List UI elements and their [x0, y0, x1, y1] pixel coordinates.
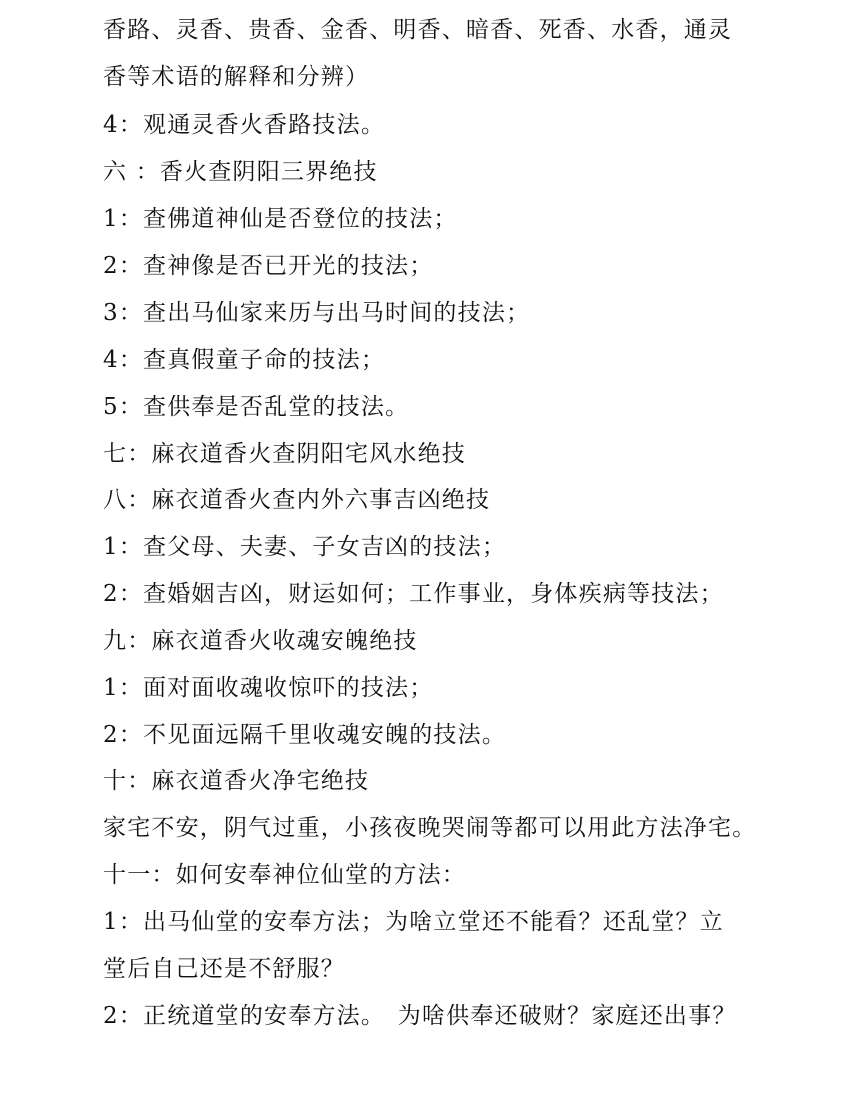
text-line: 4：查真假童子命的技法；: [103, 347, 386, 373]
text-line: 4：观通灵香火香路技法。: [103, 112, 386, 138]
text-line: 堂后自己还是不舒服？: [103, 956, 345, 982]
section-heading: 十一：如何安奉神位仙堂的方法：: [103, 862, 466, 888]
section-heading: 九：麻衣道香火收魂安魄绝技: [103, 628, 418, 654]
text-line: 2：正统道堂的安奉方法。 为啥供奉还破财？家庭还出事？: [103, 1003, 737, 1029]
text-line: 2：查神像是否已开光的技法；: [103, 253, 434, 279]
text-line: 1：查父母、夫妻、子女吉凶的技法；: [103, 534, 507, 560]
text-line: 香路、灵香、贵香、金香、明香、暗香、死香、水香，通灵: [103, 17, 733, 43]
text-line: 家宅不安，阴气过重，小孩夜晚哭闹等都可以用此方法净宅。: [103, 815, 757, 841]
text-line: 2：查婚姻吉凶，财运如何；工作事业，身体疾病等技法；: [103, 581, 724, 607]
text-line: 香等术语的解释和分辨）: [103, 64, 370, 90]
text-line: 5：查供奉是否乱堂的技法。: [103, 394, 410, 420]
text-line: 1：面对面收魂收惊吓的技法；: [103, 675, 434, 701]
section-heading: 六 ：香火查阴阳三界绝技: [103, 159, 378, 185]
text-line: 1：查佛道神仙是否登位的技法；: [103, 206, 458, 232]
section-heading: 十：麻衣道香火净宅绝技: [103, 768, 370, 794]
section-heading: 八：麻衣道香火查内外六事吉凶绝技: [103, 487, 491, 513]
text-line: 3：查出马仙家来历与出马时间的技法；: [103, 300, 531, 326]
text-line: 1：出马仙堂的安奉方法；为啥立堂还不能看？还乱堂？立: [103, 909, 724, 935]
section-heading: 七：麻衣道香火查阴阳宅风水绝技: [103, 441, 466, 467]
text-line: 2：不见面远隔千里收魂安魄的技法。: [103, 722, 507, 748]
